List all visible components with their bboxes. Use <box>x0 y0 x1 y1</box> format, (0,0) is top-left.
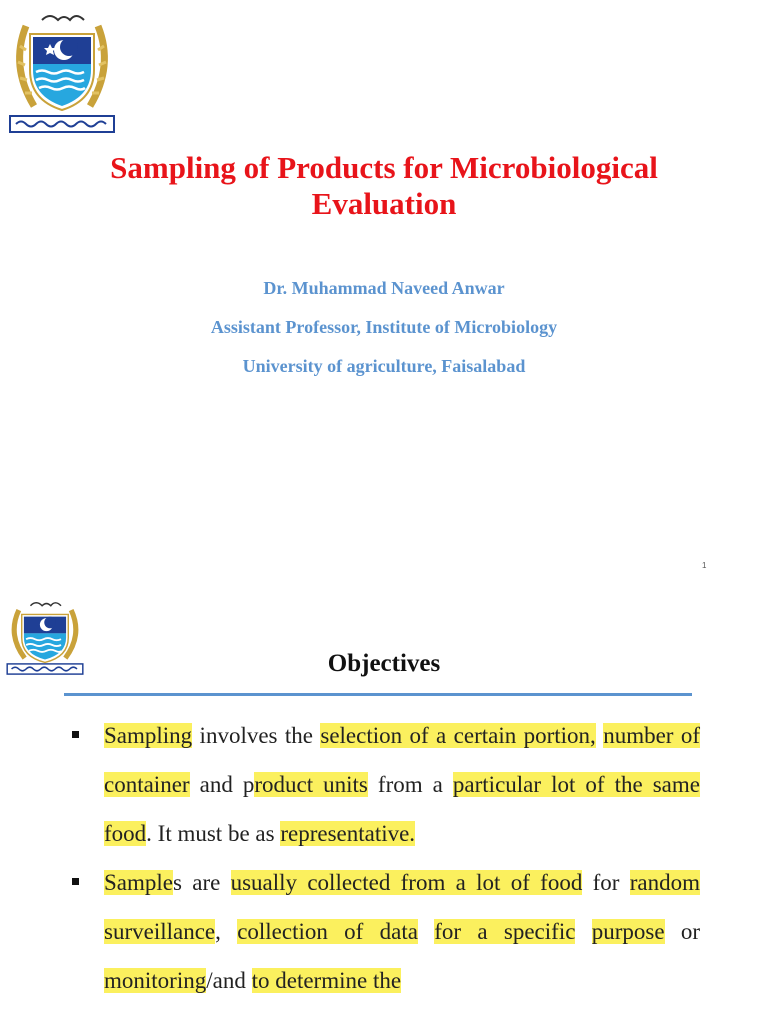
heading-divider <box>64 693 692 696</box>
author-affiliation: University of agriculture, Faisalabad <box>242 356 526 376</box>
author-name: Dr. Muhammad Naveed Anwar <box>263 278 505 298</box>
text-span: , <box>215 919 238 944</box>
objectives-list <box>0 711 768 1005</box>
author-position: Assistant Professor, Institute of Microbiology <box>210 317 558 337</box>
text-span: involves the <box>192 723 321 748</box>
text-span: . It must be as <box>146 821 281 846</box>
text-span: random surveillance <box>104 870 700 944</box>
text-span: collection of data <box>237 919 418 944</box>
text-span: from a <box>367 772 453 797</box>
square-bullet-icon <box>72 731 79 738</box>
square-bullet-icon <box>72 878 79 885</box>
text-span: to determine the <box>251 968 402 993</box>
text-span: selection of a certain portion, <box>320 723 596 748</box>
text-span: Sample <box>104 870 173 895</box>
text-span: Sampling <box>104 723 193 748</box>
slide-title <box>40 150 728 222</box>
text-span: number of container <box>104 723 700 797</box>
text-span: roduct units <box>254 772 368 797</box>
objectives-slide <box>0 583 768 1024</box>
page-number: 1 <box>702 561 707 570</box>
objectives-heading: Objectives <box>327 650 441 677</box>
text-span: for <box>582 870 630 895</box>
text-span: s are <box>173 870 231 895</box>
text-span: /and <box>206 968 252 993</box>
text-span: and p <box>189 772 255 797</box>
title-line-2: Evaluation <box>311 186 457 221</box>
university-logo <box>6 6 118 136</box>
text-span: or <box>664 919 701 944</box>
text-span <box>575 919 591 944</box>
text-span: monitoring <box>104 968 207 993</box>
text-span: particular lot of the same food <box>104 772 700 846</box>
bullet-item-1 <box>0 711 768 858</box>
text-span: for a specific <box>434 919 576 944</box>
text-span: purpose <box>591 919 665 944</box>
bullet-item-2 <box>0 858 768 1005</box>
text-span: usually collected from a lot of food <box>230 870 583 895</box>
text-span <box>418 919 434 944</box>
title-line-1: Sampling of Products for Microbiological <box>110 150 658 185</box>
text-span: representative. <box>280 821 416 846</box>
